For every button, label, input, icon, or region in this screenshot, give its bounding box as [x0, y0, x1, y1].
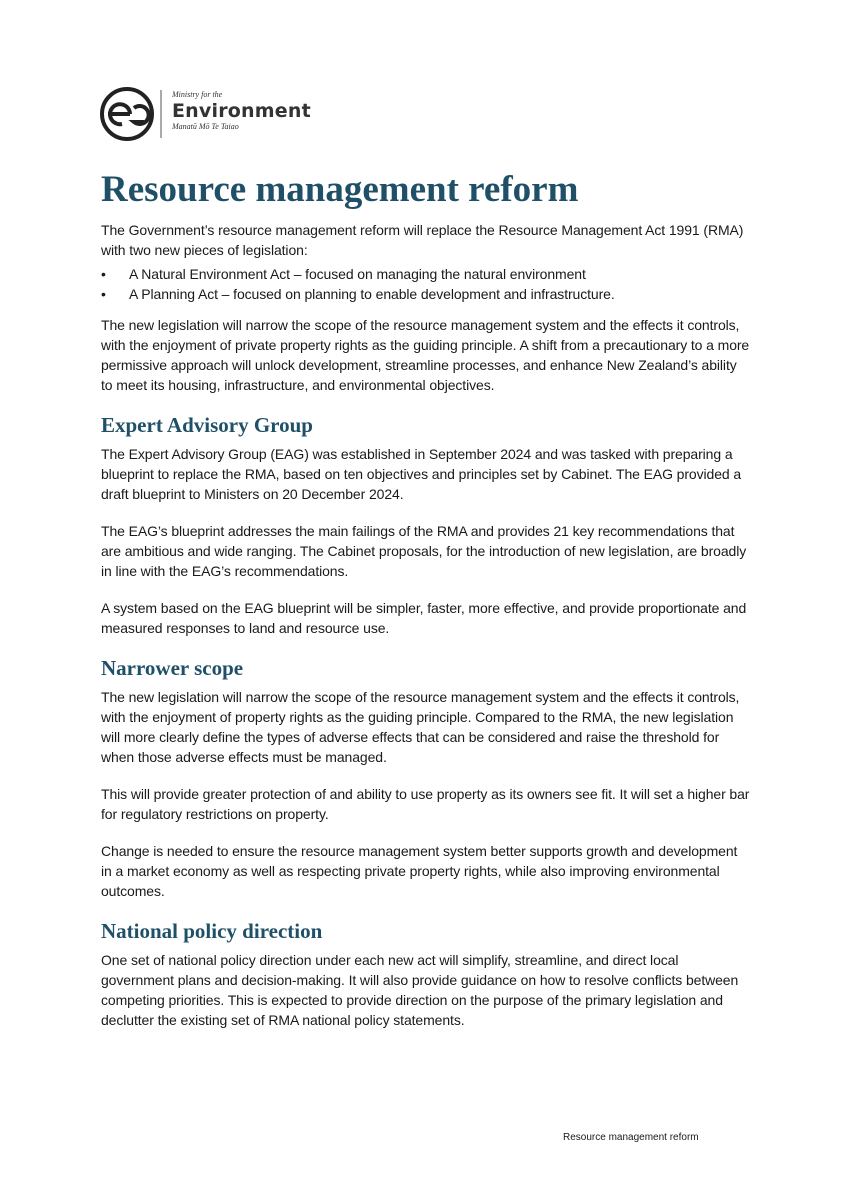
bullet-icon: • [101, 266, 106, 282]
section-paragraph: The Expert Advisory Group (EAG) was established in September 2024 and was tasked with preparing a blueprint to replace the RMA, based on ten objectives and principles set by Cabinet. The EAG provided a draft blueprint to Ministers on 20 December 2024. [101, 446, 742, 502]
section-paragraph: The EAG’s blueprint addresses the main failings of the RMA and provides 21 key recommendations that are ambitious and wide ranging. The Cabinet proposals, for the introduction of new legislation, are broadly in line with the EAG’s recommendations. [101, 523, 747, 579]
list-item [101, 264, 751, 284]
list-item [101, 284, 751, 304]
document-body [101, 168, 751, 1047]
section-heading: Expert Advisory Group [101, 413, 313, 437]
intro-paragraph-1: The Government’s resource management reform will replace the Resource Management Act 1991 (RMA) with two new pieces of legislation: [101, 222, 744, 258]
page-footer: Resource management reform [563, 1132, 699, 1143]
ministry-logo [100, 86, 310, 142]
list-item-text: A Natural Environment Act – focused on managing the natural environment [129, 266, 586, 282]
intro-paragraph-2: The new legislation will narrow the scope of the resource management system and the effects it controls, with the enjoyment of private property rights as the guiding principle. A shift from a precautionary to a more permissive approach will unlock development, streamline processes, and enhance New Zealand’s ability to meet its housing, infrastructure, and environmental objectives. [101, 317, 750, 393]
section-paragraph: The new legislation will narrow the scope of the resource management system and the effects it controls, with the enjoyment of property rights as the guiding principle. Compared to the RMA, the new legislation will more clearly define the types of adverse effects that can be considered and raise the threshold for when those adverse effects must be managed. [101, 689, 740, 765]
section-heading: National policy direction [101, 919, 323, 943]
section-paragraph: A system based on the EAG blueprint will be simpler, faster, more effective, and provide proportionate and measured responses to land and resource use. [101, 600, 747, 636]
section-narrower-scope [101, 655, 751, 901]
logo-divider [160, 86, 164, 142]
logo-line-3: Manatū Mō Te Taiao [172, 122, 239, 131]
list-item-text: A Planning Act – focused on planning to enable development and infrastructure. [129, 286, 615, 302]
section-paragraph: This will provide greater protection of and ability to use property as its owners see fit. It will set a higher bar for regulatory restrictions on property. [101, 786, 750, 822]
bullet-icon: • [101, 286, 106, 302]
section-paragraph: Change is needed to ensure the resource management system better supports growth and development in a market economy as well as respecting private property rights, while also improving environmental outcomes. [101, 843, 738, 899]
section-paragraph: One set of national policy direction under each new act will simplify, streamline, and direct local government plans and decision-making. It will also provide guidance on how to resolve conflicts between competing priorities. This is expected to provide direction on the purpose of the primary legislation and declutter the existing set of RMA national policy statements. [101, 952, 739, 1028]
section-national-policy-direction [101, 918, 751, 1030]
logo-line-2: Environment [172, 100, 311, 122]
page-title: Resource management reform [101, 169, 579, 210]
section-expert-advisory-group [101, 412, 751, 638]
section-heading: Narrower scope [101, 656, 244, 680]
ministry-emblem-icon [100, 86, 158, 142]
logo-line-1: Ministry for the [172, 90, 223, 99]
legislation-list [101, 264, 751, 304]
